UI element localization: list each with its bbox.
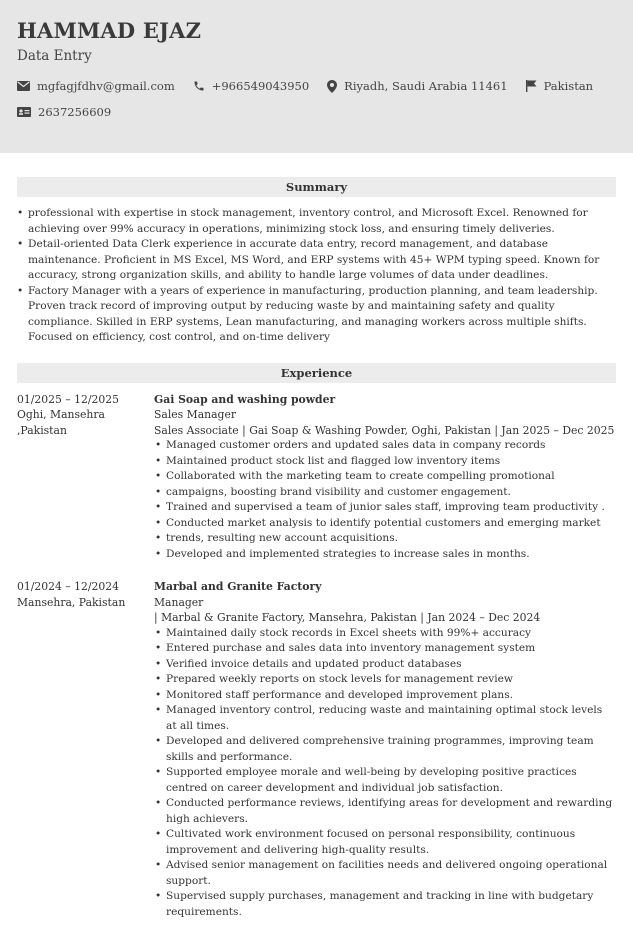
experience-section [17, 363, 616, 921]
phone-text: +966549043950 [211, 79, 310, 93]
job-bullet: • Monitored staff performance and developed improvement plans. [166, 688, 616, 704]
job-bullet: • Maintained product stock list and flagged low inventory items [166, 454, 616, 470]
job-role: Sales Manager [154, 408, 236, 421]
job-detail-line: | Marbal & Granite Factory, Mansehra, Pakistan | Jan 2024 – Dec 2024 [154, 611, 541, 624]
job-bullet: • Developed and delivered comprehensive training programmes, improving team skills and performance. [166, 734, 616, 765]
job-meta [17, 579, 154, 920]
job-entry [17, 579, 616, 920]
contact-email[interactable] [17, 79, 175, 93]
job-meta [17, 392, 154, 563]
summary-heading: Summary [17, 177, 616, 197]
summary-section [17, 177, 616, 346]
job-bullet: • Advised senior management on facilities needs and delivered ongoing operational support. [166, 858, 616, 889]
contact-row-2 [17, 104, 616, 120]
candidate-title: Data Entry [17, 48, 92, 64]
job-bullet: • Cultivated work environment focused on personal responsibility, continuous improvement and delivering high-quality results. [166, 827, 616, 858]
phone-icon [193, 80, 205, 92]
map-pin-icon [327, 80, 337, 93]
experience-heading: Experience [17, 363, 616, 383]
contact-id [17, 105, 111, 119]
location-text: Riyadh, Saudi Arabia 11461 [344, 79, 508, 93]
email-text: mgfagjfdhv@gmail.com [37, 79, 175, 93]
job-bullet: • Trained and supervised a team of junior sales staff, improving team productivity . [166, 500, 616, 516]
job-bullet: • Managed customer orders and updated sales data in company records [166, 438, 616, 454]
flag-icon [526, 80, 537, 92]
job-bullet: • Verified invoice details and updated product databases [166, 657, 616, 673]
job-details [154, 392, 616, 563]
job-dates: 01/2025 – 12/2025 [17, 392, 119, 406]
job-dates: 01/2024 – 12/2024 [17, 580, 119, 593]
job-location: Oghi, Mansehra ,Pakistan [17, 408, 105, 437]
job-bullet: • Supervised supply purchases, management and tracking in line with budgetary requirements. [166, 889, 616, 920]
summary-item: • Factory Manager with a years of experience in manufacturing, production planning, and team leadership. Proven track record of improving output by reducing waste by and maintaining safety and quality compliance. Skilled in ERP systems, Lean manufacturing, and managing workers across multiple shifts. Focused on efficiency, cost control, and on-time delivery [28, 284, 616, 346]
summary-list [17, 206, 616, 346]
candidate-name: HAMMAD EJAZ [17, 18, 202, 43]
envelope-icon [17, 81, 30, 91]
job-detail-line: Sales Associate | Gai Soap & Washing Powder, Oghi, Pakistan | Jan 2025 – Dec 2025 [154, 423, 615, 437]
job-bullet: • Supported employee morale and well-being by developing positive practices centred on career development and individual job satisfaction. [166, 765, 616, 796]
id-card-icon [17, 107, 31, 117]
job-bullets [154, 438, 616, 562]
job-bullet: • Entered purchase and sales data into inventory management system [166, 641, 616, 657]
job-bullet: • Managed inventory control, reducing waste and maintaining optimal stock levels at all times. [166, 703, 616, 734]
job-bullet: • trends, resulting new account acquisitions. [166, 531, 616, 547]
id-text: 2637256609 [38, 105, 112, 119]
job-bullet: • campaigns, boosting brand visibility and customer engagement. [166, 485, 616, 501]
job-bullet: • Developed and implemented strategies to increase sales in months. [166, 547, 616, 563]
resume-body [0, 153, 633, 920]
job-bullet: • Collaborated with the marketing team to create compelling promotional [166, 469, 616, 485]
job-entry [17, 392, 616, 563]
job-bullets [154, 626, 616, 921]
resume-header [0, 0, 633, 153]
job-company: Gai Soap and washing powder [154, 392, 336, 406]
job-bullet: • Conducted market analysis to identify potential customers and emerging market [166, 516, 616, 532]
job-bullet: • Conducted performance reviews, identifying areas for development and rewarding high achievers. [166, 796, 616, 827]
job-company: Marbal and Granite Factory [154, 580, 322, 593]
job-role: Manager [154, 595, 204, 609]
contact-phone[interactable] [193, 79, 309, 93]
job-bullet: • Maintained daily stock records in Excel sheets with 99%+ accuracy [166, 626, 616, 642]
contact-row [17, 78, 616, 94]
job-location: Mansehra, Pakistan [17, 595, 126, 609]
contact-nationality [526, 79, 594, 93]
contact-location [327, 79, 507, 93]
job-details [154, 579, 616, 920]
summary-item: • professional with expertise in stock management, inventory control, and Microsoft Excel. Renowned for achieving over 99% accuracy in operations, minimizing stock loss, and ensuring timely deliveries. [28, 206, 616, 237]
job-bullet: • Prepared weekly reports on stock levels for management review [166, 672, 616, 688]
summary-item: • Detail-oriented Data Clerk experience in accurate data entry, record management, and database maintenance. Proficient in MS Excel, MS Word, and ERP systems with 45+ WPM typing speed. Known for accuracy, strong organization skills, and ability to handle large volumes of data under deadlines. [28, 237, 616, 284]
nationality-text: Pakistan [543, 79, 594, 93]
